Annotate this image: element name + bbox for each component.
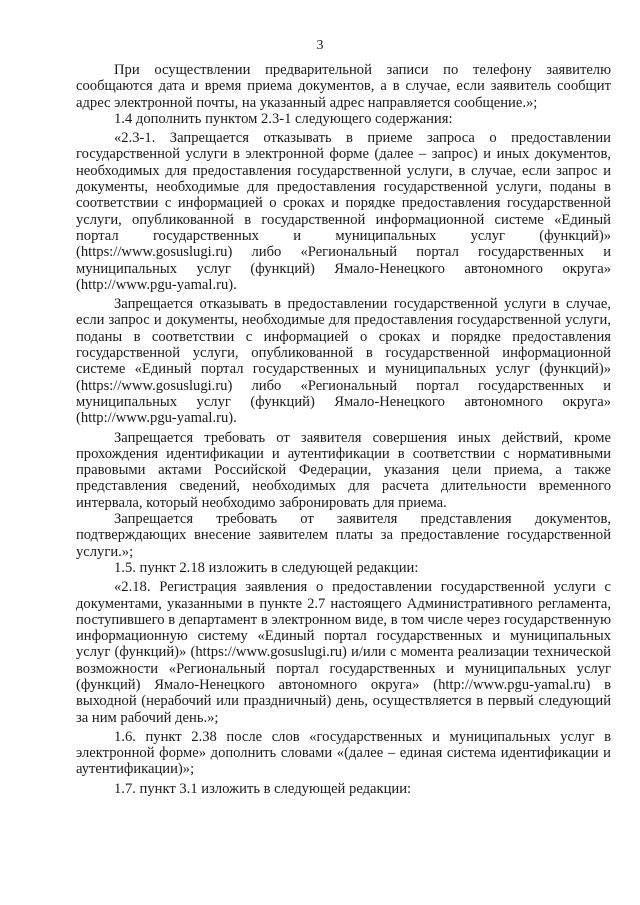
paragraph-10: 1.7. пункт 3.1 изложить в следующей редакции: — [114, 780, 412, 797]
page-number: 3 — [316, 38, 324, 53]
paragraph-7: 1.5. пункт 2.18 изложить в следующей редакции: — [114, 559, 419, 576]
paragraph-8: «2.18. Регистрация заявления о предоставлении государственной услуги с документами, указанными в пункте 2.7 настоящего Административного регламента, поступившего в департамент в электронном виде, в том числе через государственную информационную систему «Единый портал государственных и муниципальных услуг (функций)» (https://www.gosuslugi.ru) и/или с момента реализации технической возможности «Региональный портал государственных и муниципальных услуг (функций) Ямало-Ненецкого автономного округа» (http://www.pgu-yamal.ru) в выходной (нерабочий или праздничный) день, осуществляется в первый следующий за ним рабочий день.»; — [76, 579, 611, 726]
paragraph-3: «2.3-1. Запрещается отказывать в приеме запроса о предоставлении государственной услуги в электронной форме (далее – запрос) и иных документов, необходимых для предоставления государственной услуги, в случае, если запрос и документы, необходимые для предоставления государственной услуги, поданы в соответствии с информацией о сроках и порядке предоставления государственной услуги, опубликованной в государственной информационной системе «Единый портал государственных и муниципальных услуг (функций)» (https://www.gosuslugi.ru) либо «Региональный портал государственных и муниципальных услуг (функций) Ямало-Ненецкого автономного округа» (http://www.pgu-yamal.ru). — [76, 130, 611, 293]
paragraph-6: Запрещается требовать от заявителя представления документов, подтверждающих внесение заявителем платы за предоставление государственной услуги.»; — [76, 511, 611, 560]
paragraph-2: 1.4 дополнить пунктом 2.3-1 следующего содержания: — [114, 110, 453, 127]
paragraph-5: Запрещается требовать от заявителя совершения иных действий, кроме прохождения идентификации и аутентификации в соответствии с нормативными правовыми актами Российской Федерации, указания цели приема, а также представления сведений, необходимых для расчета длительности временного интервала, который необходимо забронировать для приема. — [76, 429, 611, 511]
paragraph-1: При осуществлении предварительной записи по телефону заявителю сообщаются дата и время приема документов, а в случае, если заявитель сообщит адрес электронной почты, на указанный адрес направляется сообщение.»; — [76, 62, 611, 111]
paragraph-9: 1.6. пункт 2.38 после слов «государственных и муниципальных услуг в электронной форме» дополнить словами «(далее – единая система идентификации и аутентификации)»; — [76, 728, 611, 778]
paragraph-4: Запрещается отказывать в предоставлении государственной услуги в случае, если запрос и документы, необходимые для предоставления государственной услуги, поданы в соответствии с информацией о сроках и порядке предоставления государственной услуги, опубликованной в государственной информационной системе «Единый портал государственных и муниципальных услуг (функций)» (https://www.gosuslugi.ru) либо «Региональный портал государственных и муниципальных услуг (функций) Ямало-Ненецкого автономного округа» (http://www.pgu-yamal.ru). — [76, 296, 611, 427]
document-body — [76, 62, 611, 797]
